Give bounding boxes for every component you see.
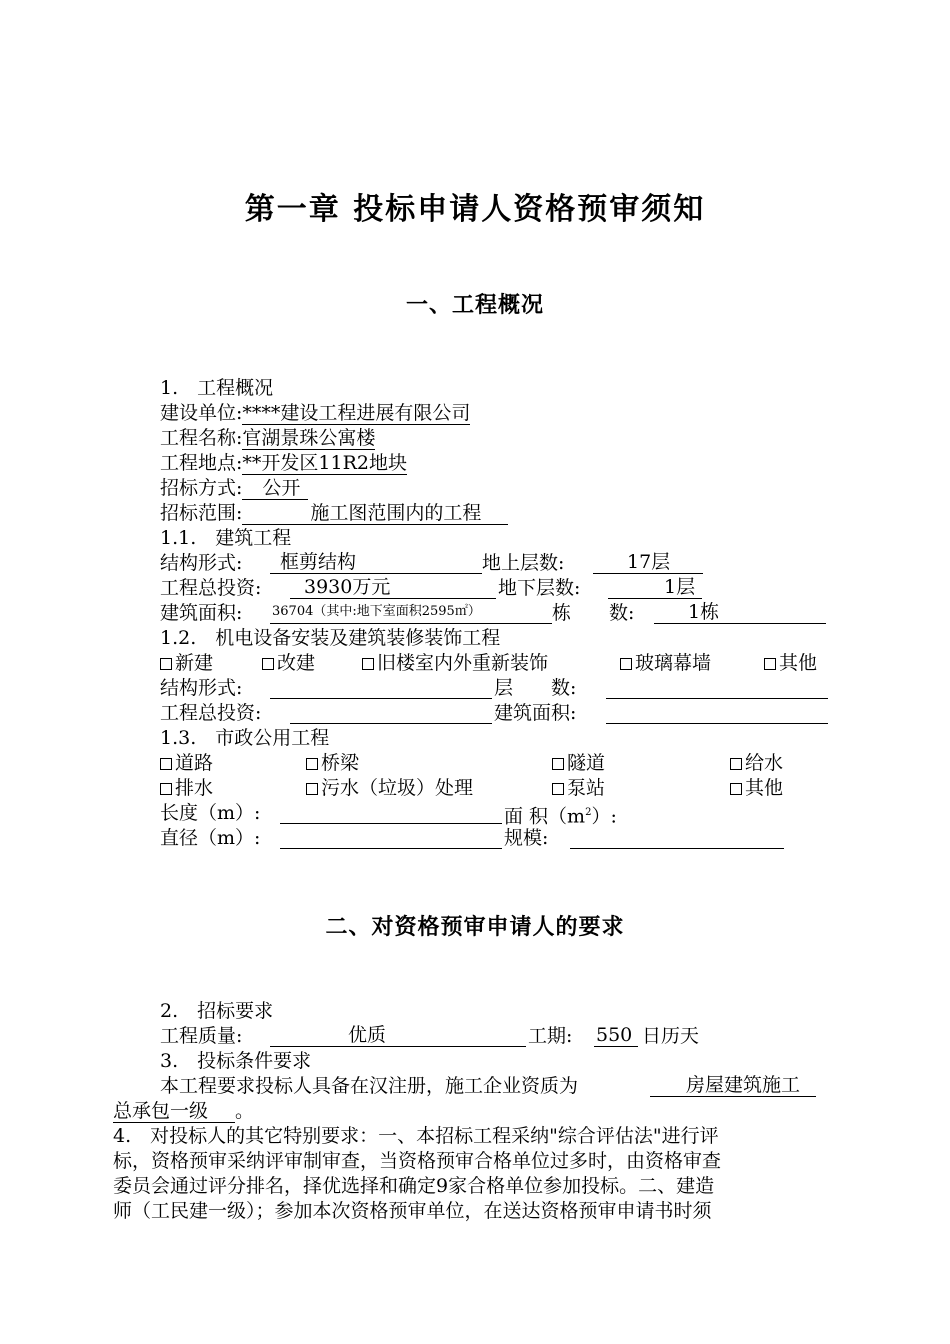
total-investment-value: 3930万元 xyxy=(290,576,496,599)
quality-value: 优质 xyxy=(270,1024,526,1047)
checkbox-curtain-wall[interactable]: 玻璃幕墙 xyxy=(620,651,711,675)
checkbox-rebuild[interactable]: 改建 xyxy=(262,651,315,675)
sub12-structure-row: 结构形式: 层 数: xyxy=(160,676,840,700)
qualification-value-line1: 房屋建筑施工 xyxy=(650,1074,816,1097)
sub12-investment-row: 工程总投资: 建筑面积: xyxy=(160,701,840,725)
sub12-area-blank xyxy=(606,701,828,724)
sub13-options-row1 xyxy=(160,751,840,775)
bid-scope-row: 招标范围: 施工图范围内的工程 xyxy=(160,501,508,525)
quality-duration-row: 工程质量: 优质 工期: 550 日历天 xyxy=(160,1024,700,1047)
section-heading-overview: 一、工程概况 xyxy=(405,292,544,318)
item-label: 1. 工程概况 xyxy=(160,377,274,399)
sub12-structure-blank xyxy=(270,676,492,699)
qualification-value-line2: 总承包一级 xyxy=(113,1100,235,1123)
subsection-1-3: 1.3. 市政公用工程 xyxy=(160,727,330,749)
checkbox-sewage[interactable]: 污水（垃圾）处理 xyxy=(306,776,473,800)
checkbox-tunnel[interactable]: 隧道 xyxy=(552,751,605,775)
subsection-1-1: 1.1. 建筑工程 xyxy=(160,527,292,549)
sub12-investment-blank xyxy=(290,701,492,724)
bid-scope-value: 施工图范围内的工程 xyxy=(242,502,508,525)
project-location-value: **开发区11R2地块 xyxy=(242,452,407,474)
checkbox-other-municipal[interactable]: 其他 xyxy=(730,776,783,800)
area-buildings-row: 建筑面积: 36704（其中:地下室面积2595㎡） 栋 数: 1栋 xyxy=(160,601,860,625)
sub12-floors-blank xyxy=(606,676,828,699)
sub12-options-row xyxy=(160,651,840,675)
sub13-options-row2 xyxy=(160,776,840,800)
special-requirements-paragraph: 4. 对投标人的其它特别要求：一、本招标工程采纳"综合评估法"进行评 标，资格预审采纳评审制审查，当资格预审合格单位过多时，由资格审查 委员会通过评分排名，择优选择和确定9家合格单位参加投标。二、建造 师（工民建一级）；参加本次资格预审单位，在送达资格预审申请书时须 xyxy=(113,1125,722,1222)
duration-value: 550 xyxy=(594,1024,638,1047)
checkbox-water-supply[interactable]: 给水 xyxy=(730,751,783,775)
floors-below-value: 1层 xyxy=(608,576,702,599)
buildings-value: 1栋 xyxy=(654,601,826,624)
investment-row: 工程总投资: 3930万元 地下层数: 1层 xyxy=(160,576,860,600)
checkbox-drainage[interactable]: 排水 xyxy=(160,776,213,800)
project-name-row: 工程名称:官湖景珠公寓楼 xyxy=(160,427,376,449)
structure-floors-row: 结构形式: 框剪结构 地上层数: 17层 xyxy=(160,551,860,575)
construction-unit-row: 建设单位:****建设工程进展有限公司 xyxy=(160,402,471,424)
checkbox-new[interactable]: 新建 xyxy=(160,651,213,675)
section-heading-requirements: 二、对资格预审申请人的要求 xyxy=(325,914,625,940)
project-location-row: 工程地点:**开发区11R2地块 xyxy=(160,452,407,474)
subsection-1-2: 1.2. 机电设备安装及建筑装修装饰工程 xyxy=(160,627,501,649)
diameter-scale-row: 直径（m）: 规模: xyxy=(160,826,840,850)
project-name-value: 官湖景珠公寓楼 xyxy=(242,427,376,449)
bid-method-value: 公开 xyxy=(242,477,308,500)
item-3: 3. 投标条件要求 xyxy=(160,1050,312,1072)
construction-unit-value: ****建设工程进展有限公司 xyxy=(242,402,471,424)
length-area-row: 长度（m）: 面 积$(m^2)$: xyxy=(160,802,617,828)
building-area-value: 36704（其中:地下室面积2595㎡） xyxy=(270,601,552,624)
item-2: 2. 招标要求 xyxy=(160,1000,274,1022)
checkbox-renovation[interactable]: 旧楼室内外重新装饰 xyxy=(362,651,548,675)
scale-blank xyxy=(570,826,784,849)
requirement-line2: 总承包一级 。 xyxy=(113,1100,255,1122)
chapter-title: 第一章 投标申请人资格预审须知 xyxy=(244,192,706,227)
checkbox-road[interactable]: 道路 xyxy=(160,751,213,775)
checkbox-pump-station[interactable]: 泵站 xyxy=(552,776,605,800)
length-blank xyxy=(280,801,502,824)
requirement-line1: 本工程要求投标人具备在汉注册，施工企业资质为 房屋建筑施工 xyxy=(160,1074,840,1098)
checkbox-other[interactable]: 其他 xyxy=(764,651,817,675)
structure-form-value: 框剪结构 xyxy=(270,551,482,574)
diameter-blank xyxy=(280,826,502,849)
bid-method-row: 招标方式: 公开 xyxy=(160,476,308,500)
checkbox-bridge[interactable]: 桥梁 xyxy=(306,751,359,775)
floors-above-value: 17层 xyxy=(593,551,703,574)
